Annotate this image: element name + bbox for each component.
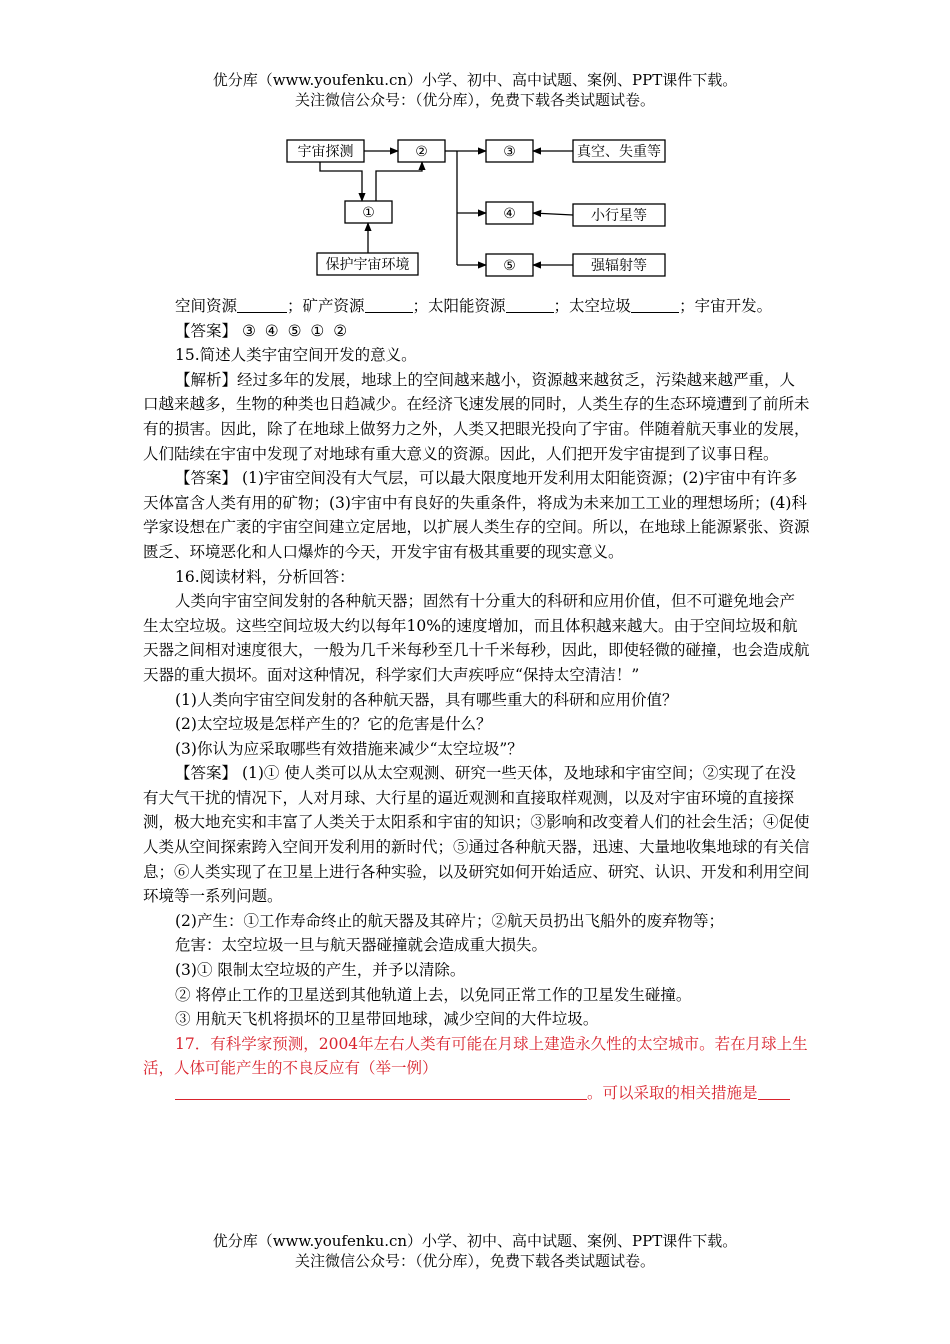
q15-analysis <box>143 368 810 466</box>
q16-answer3c: ③ 用航天飞机将损坏的卫星带回地球，减少空间的大件垃圾。 <box>175 1010 599 1029</box>
q16-answer3b: ② 将停止工作的卫星送到其他轨道上去，以免同正常工作的卫星发生碰撞。 <box>175 985 692 1004</box>
q16-sub1: (1)人类向宇宙空间发射的各种航天器，具有哪些重大的科研和应用价值？ <box>175 690 678 709</box>
q14-debris: ；太空垃圾 <box>553 297 632 315</box>
content <box>143 294 810 1106</box>
label-1: ① <box>362 205 375 221</box>
q14-blank-mineral[interactable] <box>365 296 413 313</box>
label-protect: 保护宇宙环境 <box>325 257 410 273</box>
q14-blank-space[interactable] <box>237 296 287 313</box>
label-space-exploration: 宇宙探测 <box>297 144 354 160</box>
q17-blank-measure[interactable] <box>758 1083 790 1100</box>
q14-mineral: ；矿产资源 <box>287 297 365 315</box>
q16-answer2: (2)产生：①工作寿命终止的航天器及其碎片；②航天员扔出飞船外的废弃物等； <box>175 911 724 930</box>
header-line-1: 优分库（www.youfenku.cn）小学、初中、高中试题、案例、PPT课件下载。 <box>212 71 738 89</box>
q16-question: 16.阅读材料，分析回答： <box>175 567 355 586</box>
label-radiation: 强辐射等 <box>591 258 647 274</box>
q15-answer-label: 【答案】 <box>175 469 238 488</box>
q16-sub2: (2)太空垃圾是怎样产生的？它的危害是什么？ <box>175 715 492 734</box>
label-vacuum: 真空、失重等 <box>577 144 661 160</box>
label-5: ⑤ <box>503 258 516 274</box>
q14-blanks <box>143 294 810 319</box>
q16-answer1 <box>143 761 810 909</box>
q14-answer-label: 【答案】 <box>175 321 238 340</box>
arrow-asteroid-to-4 <box>533 213 573 215</box>
q14-space-resource: 空间资源 <box>175 297 238 315</box>
q15-answer <box>143 466 810 564</box>
q17-question: 17．有科学家预测，2004年左右人类有可能在月球上建造永久性的太空城市。若在月球上生活，人体可能产生的不良反应有（举一例） <box>143 1034 808 1078</box>
q16-harm: 危害：太空垃圾一旦与航天器碰撞就会造成重大损失。 <box>175 936 548 955</box>
label-2: ② <box>415 144 428 160</box>
q16-answer1-text: (1)① 使人类可以从太空观测、研究一些天体，及地球和宇宙空间；②实现了在没有大气干扰的情况下，人对月球、大行星的逼近观测和直接取样观测，以及对宇宙环境的直接探测，极大地充实和丰富了人类关于太阳系和宇宙的知识；③影响和改变着人们的社会生活；④促使人类从空间探索跨入空间开发利用的新时代；⑤通过各种航天器，迅速、大量地收集地球的有关信息；⑥人类实现了在卫星上进行各种实验，以及研究如何开始适应、研究、认识、开发和利用空间环境等一系列问题。 <box>143 764 810 906</box>
label-asteroid: 小行星等 <box>591 208 647 224</box>
loop-from-1 <box>376 162 422 201</box>
footer-line-2: 关注微信公众号：（优分库），免费下载各类试题试卷。 <box>294 1252 655 1270</box>
q15-analysis-label: 【解析】 <box>175 370 238 389</box>
q15-answer-text: (1)宇宙空间没有大气层，可以最大限度地开发利用太阳能资源；(2)宇宙中有许多天体富含人类有用的矿物；(3)宇宙中有良好的失重条件，将成为未来加工工业的理想场所；(4)科学家设想在广袤的宇宙空间建立定居地，以扩展人类生存的空间。所以，在地球上能源紧张、资源匮乏、环境恶化和人口爆炸的今天，开发宇宙有极其重要的现实意义。 <box>143 469 810 561</box>
q17-blanks <box>143 1081 810 1106</box>
q16-answer-label: 【答案】 <box>175 764 238 783</box>
q14-answer <box>143 319 810 344</box>
q14-answer-text: ③ ④ ⑤ ① ② <box>241 321 350 340</box>
q14-blank-debris[interactable] <box>631 296 679 313</box>
q16-answer3a: (3)① 限制太空垃圾的产生，并予以清除。 <box>175 961 466 980</box>
loop-to-1 <box>320 162 362 201</box>
q14-end: 。 <box>756 297 773 315</box>
q17-tail: 。可以采取的相关措施是 <box>587 1084 758 1102</box>
q15-analysis-text: 经过多年的发展，地球上的空间越来越小，资源越来越贫乏，污染越来越严重，人口越来越多，生物的种类也日趋减少。在经济飞速发展的同时，人类生存的生态环境遭到了前所未有的损害。因此，除了在地球上做努力之外，人类又把眼光投向了宇宙。伴随着航天事业的发展，人们陆续在宇宙中发现了对地球有重大意义的资源。因此，人们把开发宇宙提到了议事日程。 <box>143 370 810 463</box>
label-4: ④ <box>503 206 516 222</box>
label-3: ③ <box>503 144 516 160</box>
space-diagram <box>280 128 700 288</box>
q16-material: 人类向宇宙空间发射的各种航天器；固然有十分重大的科研和应用价值，但不可避免地会产生太空垃圾。这些空间垃圾大约以每年10%的速度增加，而且体积越来越大。由于空间垃圾和航天器之间相对速度很大，一般为几千米每秒至几十千米每秒，因此，即使轻微的碰撞，也会造成航天器的重大损坏。面对这种情况，科学家们大声疾呼应“保持太空清洁！” <box>143 592 810 684</box>
q14-develop: ；宇宙开发 <box>679 297 757 315</box>
q15-question: 15.简述人类宇宙空间开发的意义。 <box>175 346 417 365</box>
q16-sub3: (3)你认为应采取哪些有效措施来减少“太空垃圾”？ <box>175 739 523 758</box>
footer-line-1: 优分库（www.youfenku.cn）小学、初中、高中试题、案例、PPT课件下载。 <box>212 1232 738 1250</box>
q14-solar: ；太阳能资源 <box>412 297 506 315</box>
q17-blank-reaction[interactable] <box>175 1083 587 1100</box>
header-line-2: 关注微信公众号：（优分库），免费下载各类试题试卷。 <box>294 91 655 109</box>
q14-blank-solar[interactable] <box>506 296 554 313</box>
